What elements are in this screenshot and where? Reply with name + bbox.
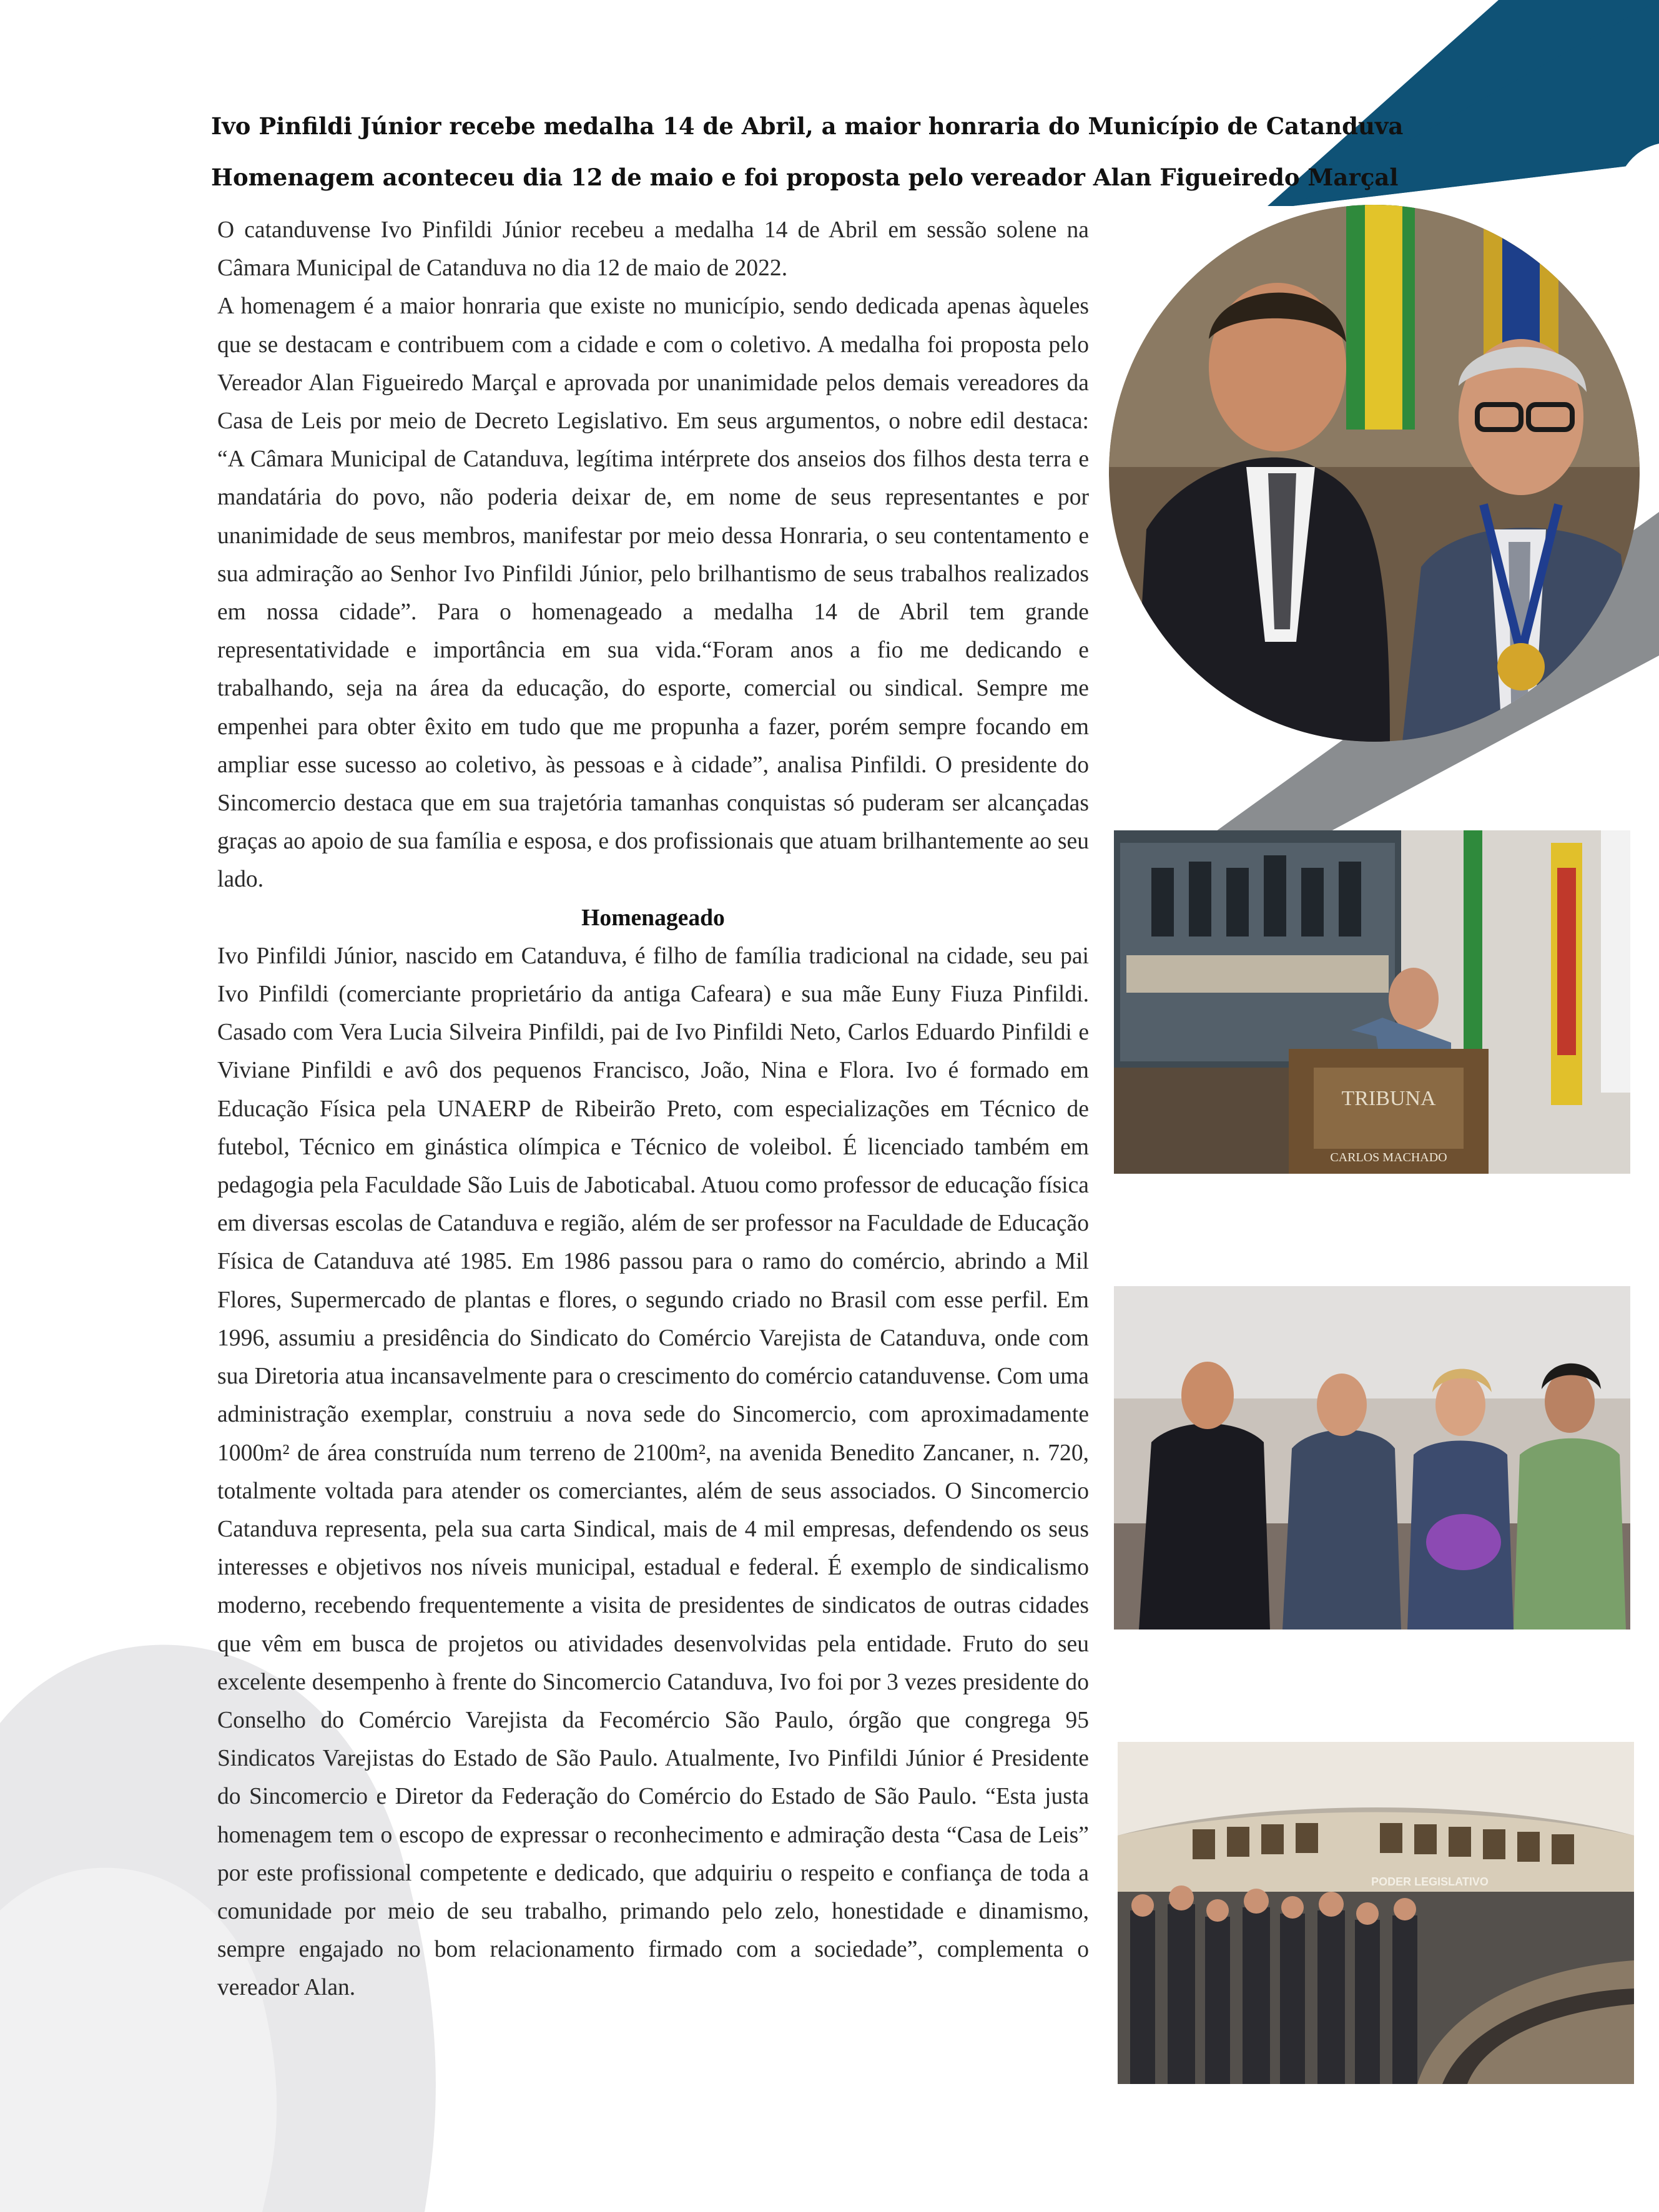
- portrait-photo: [1109, 205, 1640, 742]
- article-subheadline: Homenagem aconteceu dia 12 de maio e foi proposta pelo vereador Alan Figueiredo Marçal: [211, 164, 1399, 191]
- tribune-speech-photo: [1114, 830, 1630, 1174]
- article-paragraph: A homenagem é a maior honraria que existe no município, sendo dedicada apenas àqueles que se destacam e contribuem com a cidade e com o coletivo. A medalha foi proposta pelo Vereador Alan Figueiredo Marçal e aprovada por unanimidade pelos demais vereadores da Casa de Leis por meio de Decreto Legislativo. Em seus argumentos, o nobre edil destaca: “A Câmara Municipal de Catanduva, legítima intérprete dos anseios dos filhos desta terra e mandatária do povo, não poderia deixar de, em nome de seus representantes e por unanimidade de seus membros, manifestar por meio dessa Honraria, o seu contentamento e sua admiração ao Senhor Ivo Pinfildi Júnior, pelo brilhantismo de seus trabalhos realizados em nossa cidade”. Para o homenageado a medalha 14 de Abril tem grande representatividade e importância em sua vida.“Foram anos a fio me dedicando e trabalhando, seja na área da educação, do esporte, comercial ou sindical. Sempre me empenhei para obter êxito em tudo que me propunha a fazer, porém sempre focando em ampliar esse sucesso ao coletivo, às pessoas e à cidade”, analisa Pinfildi. O presidente do Sincomercio destaca que em sua trajetória tamanhas conquistas só puderam ser alcançadas graças ao apoio de sua família e esposa, e dos profissionais que atuam brilhantemente ao seu lado.: [217, 293, 1089, 893]
- chamber-sign-text: PODER LEGISLATIVO: [1371, 1875, 1489, 1888]
- section-heading: Homenageado: [581, 905, 725, 931]
- chamber-hall-photo: [1118, 1742, 1634, 2084]
- article-headline: Ivo Pinfildi Júnior recebe medalha 14 de Abril, a maior honraria do Município de Catanduva: [211, 112, 1404, 140]
- article-paragraph: O catanduvense Ivo Pinfildi Júnior recebeu a medalha 14 de Abril em sessão solene na Câmara Municipal de Catanduva no dia 12 de maio de 2022.: [217, 217, 1089, 282]
- tribune-name-text: CARLOS MACHADO: [1330, 1151, 1447, 1164]
- group-photo: [1114, 1286, 1630, 1630]
- tribune-sign-text: TRIBUNA: [1341, 1087, 1436, 1110]
- article-body: [217, 211, 1089, 2007]
- article-paragraph: Ivo Pinfildi Júnior, nascido em Catanduva, é filho de família tradicional na cidade, seu pai Ivo Pinfildi (comerciante proprietário da antiga Cafeara) e sua mãe Euny Fiuza Pinfildi. Casado com Vera Lucia Silveira Pinfildi, pai de Ivo Pinfildi Neto, Carlos Eduardo Pinfildi e Viviane Pinfildi e avô dos pequenos Francisco, João, Nina e Flora. Ivo é formado em Educação Física pela UNAERP de Ribeirão Preto, com especializações em Técnico de futebol, Técnico em ginástica olímpica e Técnico de voleibol. É licenciado também em pedagogia pela Faculdade São Luis de Jaboticabal. Atuou como professor de educação física em diversas escolas de Catanduva e região, além de ser professor na Faculdade de Educação Física de Catanduva até 1985. Em 1986 passou para o ramo do comércio, abrindo a Mil Flores, Supermercado de plantas e flores, o segundo criado no Brasil com esse perfil. Em 1996, assumiu a presidência do Sindicato do Comércio Varejista de Catanduva, onde com sua Diretoria atua incansavelmente para o crescimento do comércio catanduvense. Com uma administração exemplar, construiu a nova sede do Sincomercio, com aproximadamente 1000m² de área construída num terreno de 2100m², na avenida Benedito Zancaner, n. 720, totalmente voltada para atender os comerciantes, além de seus associados. O Sincomercio Catanduva representa, pela sua carta Sindical, mais de 4 mil empresas, defendendo os seus interesses e objetivos nos níveis municipal, estadual e federal. É exemplo de sindicalismo moderno, recebendo frequentemente a visita de presidentes de sindicatos de outras cidades que vêm em busca de projetos ou atividades desenvolvidas pela entidade. Fruto do seu excelente desempenho à frente do Sincomercio Catanduva, Ivo foi por 3 vezes presidente do Conselho do Comércio Varejista da Fecomércio São Paulo, órgão que congrega 95 Sindicatos Varejistas do Estado de São Paulo. Atualmente, Ivo Pinfildi Júnior é Presidente do Sincomercio e Diretor da Federação do Comércio do Estado de São Paulo. “Esta justa homenagem tem o escopo de expressar o reconhecimento e admiração desta “Casa de Leis” por este profissional competente e dedicado, que adquiriu o respeito e confiança de toda a comunidade por meio de seu trabalho, primando pelo zelo, honestidade e dinamismo, sempre engajado no bom relacionamento firmado com a sociedade”, complementa o vereador Alan.: [217, 943, 1089, 2001]
